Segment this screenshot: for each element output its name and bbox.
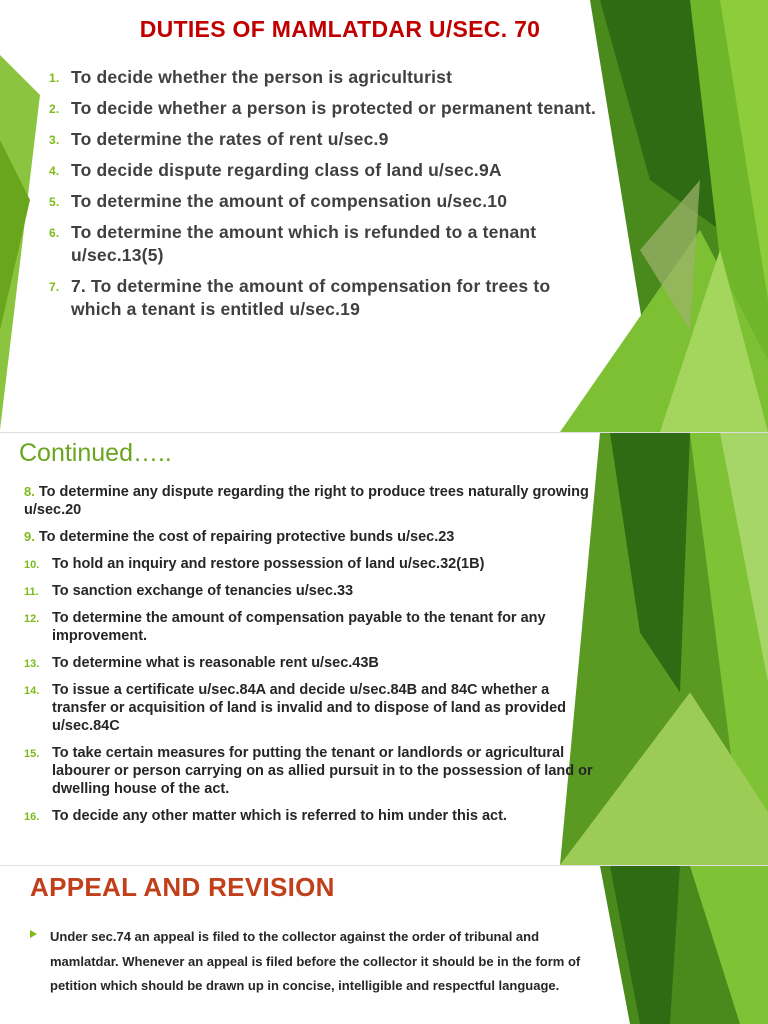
slide-appeal: [0, 865, 768, 1024]
list-item: 16. To decide any other matter which is referred to him under this act.: [24, 808, 507, 824]
triangle-bullet-icon: [30, 930, 37, 938]
appeal-bullets: [30, 925, 610, 999]
list-item: 3. To determine the rates of rent u/sec.9: [49, 129, 389, 149]
list-item: 4. To decide dispute regarding class of land u/sec.9A: [49, 160, 502, 180]
list-item: 6. To determine the amount which is refunded to a tenant u/sec.13(5): [49, 222, 537, 265]
list-item: Under sec.74 an appeal is filed to the collector against the order of tribunal and mamlatdar. Whenever an appeal is filed before the collector it should be in the form of petition which should be drawn up in concise, intelligible and respectful language.: [30, 925, 610, 999]
list-item: 7. 7. To determine the amount of compensation for trees to which a tenant is entitled u/sec.19: [49, 276, 551, 319]
slide-title: DUTIES OF MAMLATDAR U/SEC. 70: [139, 16, 541, 42]
list-item: 1. To decide whether the person is agriculturist: [49, 67, 453, 87]
duties-list: [44, 66, 604, 329]
list-item: 10. To hold an inquiry and restore possession of land u/sec.32(1B): [24, 556, 485, 572]
list-item: 14. To issue a certificate u/sec.84A and decide u/sec.84B and 84C whether a transfer or acquisition of land is invalid and to dispose of land as provided u/sec.84C: [24, 682, 567, 734]
slide-title: Continued…..: [19, 439, 172, 467]
list-item: 8. To determine any dispute regarding the right to produce trees naturally growing u/sec.20: [24, 484, 589, 518]
list-item: 9. To determine the cost of repairing protective bunds u/sec.23: [24, 529, 455, 545]
list-item: 13. To determine what is reasonable rent u/sec.43B: [24, 655, 379, 671]
list-item: 2. To decide whether a person is protected or permanent tenant.: [49, 98, 597, 118]
slide-duties: [0, 0, 768, 432]
list-item: 15. To take certain measures for putting the tenant or landlords or agricultural labourer or person carrying on as allied pursuit in to the possession of land or dwelling house of the act.: [24, 745, 593, 797]
list-item: 5. To determine the amount of compensation u/sec.10: [49, 191, 508, 211]
slide-title: APPEAL AND REVISION: [30, 872, 335, 902]
list-item: 12. To determine the amount of compensation payable to the tenant for any improvement.: [24, 610, 546, 644]
duties-list-continued: [24, 483, 604, 834]
slide-continued: [0, 432, 768, 865]
list-item: 11. To sanction exchange of tenancies u/sec.33: [24, 583, 354, 599]
